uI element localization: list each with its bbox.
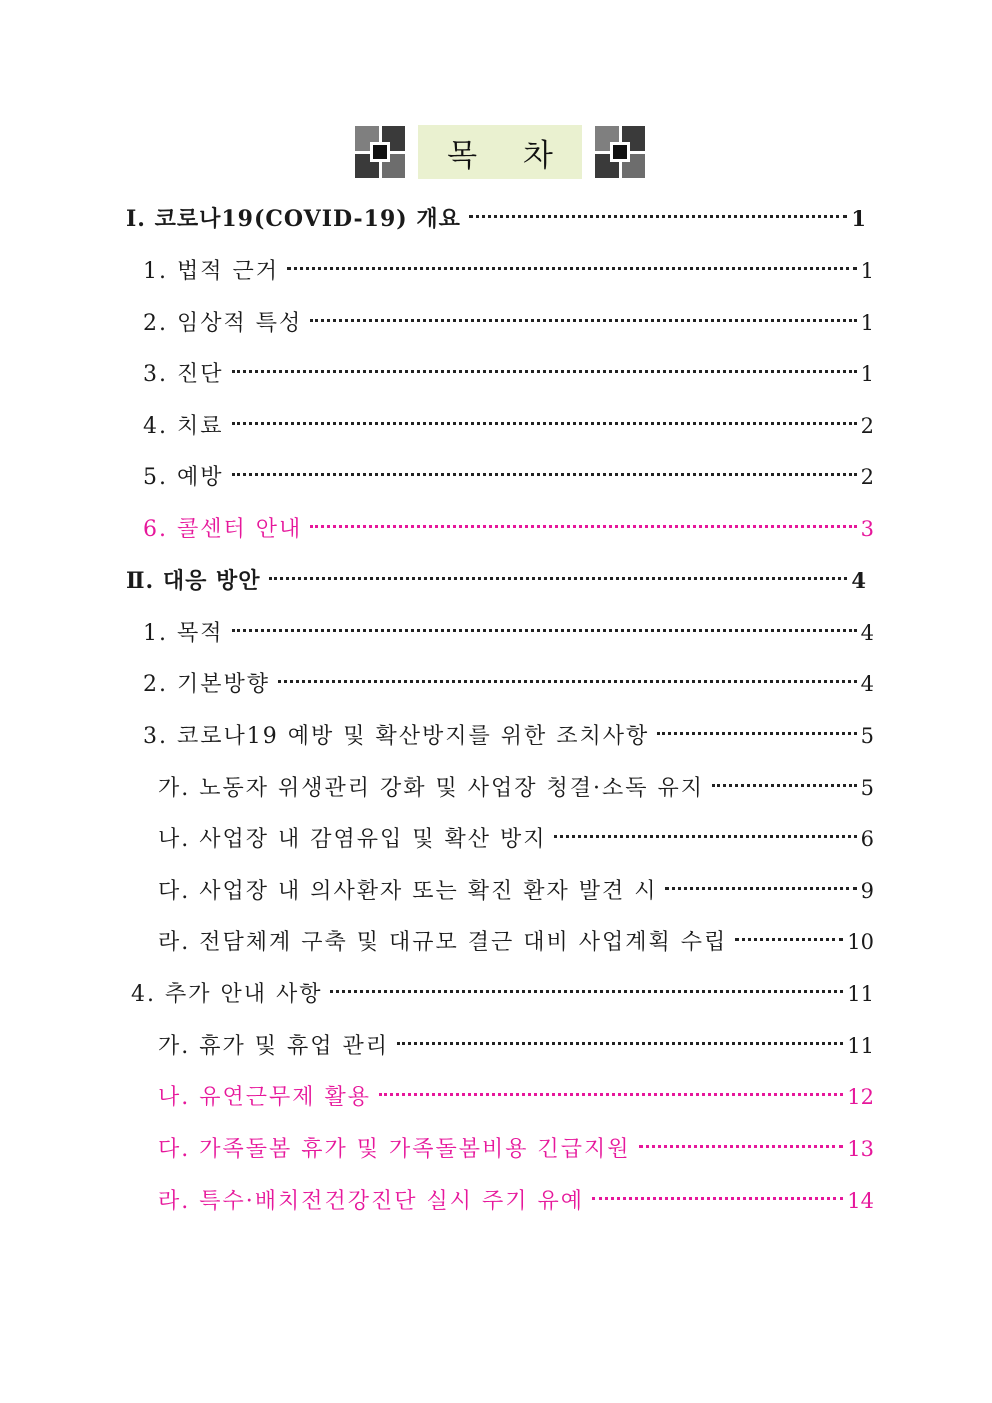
toc-entry[interactable] bbox=[158, 925, 874, 959]
toc-entry-page-number: 4 bbox=[860, 672, 874, 696]
toc-entry-label: 다. 가족돌봄 휴가 및 가족돌봄비용 긴급지원 bbox=[158, 1137, 631, 1162]
toc-entry[interactable] bbox=[126, 564, 866, 598]
toc-entry-label: 3. 코로나19 예방 및 확산방지를 위한 조치사항 bbox=[143, 724, 650, 749]
toc-entry[interactable] bbox=[143, 254, 874, 288]
toc-entry[interactable] bbox=[143, 616, 874, 650]
toc-entry-page-number: 11 bbox=[847, 1034, 874, 1058]
dot-leader bbox=[712, 784, 857, 787]
toc-entry[interactable] bbox=[143, 357, 874, 391]
toc-entry-label: 2. 기본방향 bbox=[143, 672, 270, 697]
grid-ornament-icon bbox=[595, 126, 645, 178]
dot-leader bbox=[554, 835, 856, 838]
toc-entry-label: 5. 예방 bbox=[143, 465, 224, 490]
dot-leader bbox=[592, 1197, 843, 1200]
dot-leader bbox=[379, 1093, 843, 1096]
toc-entry-label: Ⅰ. 코로나19(COVID-19) 개요 bbox=[126, 206, 461, 232]
toc-entry[interactable] bbox=[158, 1080, 874, 1114]
toc-entry-page-number: 1 bbox=[860, 259, 874, 283]
toc-entry-page-number: 1 bbox=[851, 206, 866, 231]
toc-entry-page-number: 3 bbox=[860, 517, 874, 541]
toc-header bbox=[355, 124, 645, 180]
toc-entry-label: 1. 목적 bbox=[143, 621, 224, 646]
toc-entry-page-number: 4 bbox=[860, 621, 874, 645]
dot-leader bbox=[269, 577, 848, 580]
toc-entry[interactable] bbox=[143, 306, 874, 340]
dot-leader bbox=[232, 629, 857, 632]
toc-entry-label: 6. 콜센터 안내 bbox=[143, 517, 303, 542]
toc-entry-label: 가. 휴가 및 휴업 관리 bbox=[158, 1034, 389, 1059]
toc-entry-label: 라. 특수·배치전건강진단 실시 주기 유예 bbox=[158, 1189, 584, 1214]
toc-entry-label: 가. 노동자 위생관리 강화 및 사업장 청결·소독 유지 bbox=[158, 776, 704, 801]
grid-ornament-icon bbox=[355, 126, 405, 178]
dot-leader bbox=[287, 267, 857, 270]
page-title: 목 차 bbox=[418, 125, 582, 179]
toc-entry-page-number: 13 bbox=[847, 1137, 874, 1161]
toc-entry-page-number: 14 bbox=[847, 1189, 874, 1213]
toc-entry[interactable] bbox=[158, 771, 874, 805]
toc-entry-label: 4. 치료 bbox=[143, 414, 224, 439]
toc-entry[interactable] bbox=[158, 822, 874, 856]
toc-entry[interactable] bbox=[158, 1132, 874, 1166]
toc-entry[interactable] bbox=[143, 667, 874, 701]
dot-leader bbox=[232, 422, 857, 425]
toc-entry-page-number: 6 bbox=[860, 827, 874, 851]
dot-leader bbox=[657, 732, 856, 735]
toc-entry[interactable] bbox=[158, 1029, 874, 1063]
dot-leader bbox=[735, 938, 843, 941]
toc-entry[interactable] bbox=[158, 874, 874, 908]
toc-entry[interactable] bbox=[158, 1184, 874, 1218]
toc-entry-label: 라. 전담체계 구축 및 대규모 결근 대비 사업계획 수립 bbox=[158, 930, 728, 955]
toc-entry[interactable] bbox=[126, 202, 866, 236]
toc-entry-label: Ⅱ. 대응 방안 bbox=[126, 568, 261, 594]
toc-entry-page-number: 10 bbox=[847, 930, 874, 954]
dot-leader bbox=[278, 680, 857, 683]
toc-entry-label: 3. 진단 bbox=[143, 362, 224, 387]
toc-entry-page-number: 1 bbox=[860, 311, 874, 335]
toc-entry[interactable] bbox=[131, 977, 874, 1011]
dot-leader bbox=[639, 1145, 844, 1148]
toc-entry[interactable] bbox=[143, 512, 874, 546]
toc-entry-page-number: 9 bbox=[860, 879, 874, 903]
toc-entry-label: 다. 사업장 내 의사환자 또는 확진 환자 발견 시 bbox=[158, 879, 658, 904]
dot-leader bbox=[232, 370, 857, 373]
dot-leader bbox=[469, 215, 848, 218]
toc-entry-page-number: 12 bbox=[847, 1085, 874, 1109]
toc-entry-label: 1. 법적 근거 bbox=[143, 259, 279, 284]
dot-leader bbox=[310, 319, 856, 322]
dot-leader bbox=[665, 887, 856, 890]
dot-leader bbox=[397, 1042, 843, 1045]
toc-entry[interactable] bbox=[143, 460, 874, 494]
toc-entry-label: 나. 사업장 내 감염유입 및 확산 방지 bbox=[158, 827, 547, 852]
toc-entry-page-number: 11 bbox=[847, 982, 874, 1006]
dot-leader bbox=[232, 473, 857, 476]
toc-entry-page-number: 2 bbox=[860, 465, 874, 489]
toc-entry[interactable] bbox=[143, 409, 874, 443]
toc-entry-label: 나. 유연근무제 활용 bbox=[158, 1085, 371, 1110]
toc-entry-label: 4. 추가 안내 사항 bbox=[131, 982, 323, 1007]
dot-leader bbox=[310, 525, 856, 528]
toc-entry[interactable] bbox=[143, 719, 874, 753]
toc-entry-page-number: 5 bbox=[860, 724, 874, 748]
dot-leader bbox=[330, 990, 843, 993]
toc-entry-page-number: 5 bbox=[860, 776, 874, 800]
toc-entry-page-number: 2 bbox=[860, 414, 874, 438]
toc-entry-page-number: 1 bbox=[860, 362, 874, 386]
toc-entry-label: 2. 임상적 특성 bbox=[143, 311, 303, 336]
toc-entry-page-number: 4 bbox=[851, 568, 866, 593]
